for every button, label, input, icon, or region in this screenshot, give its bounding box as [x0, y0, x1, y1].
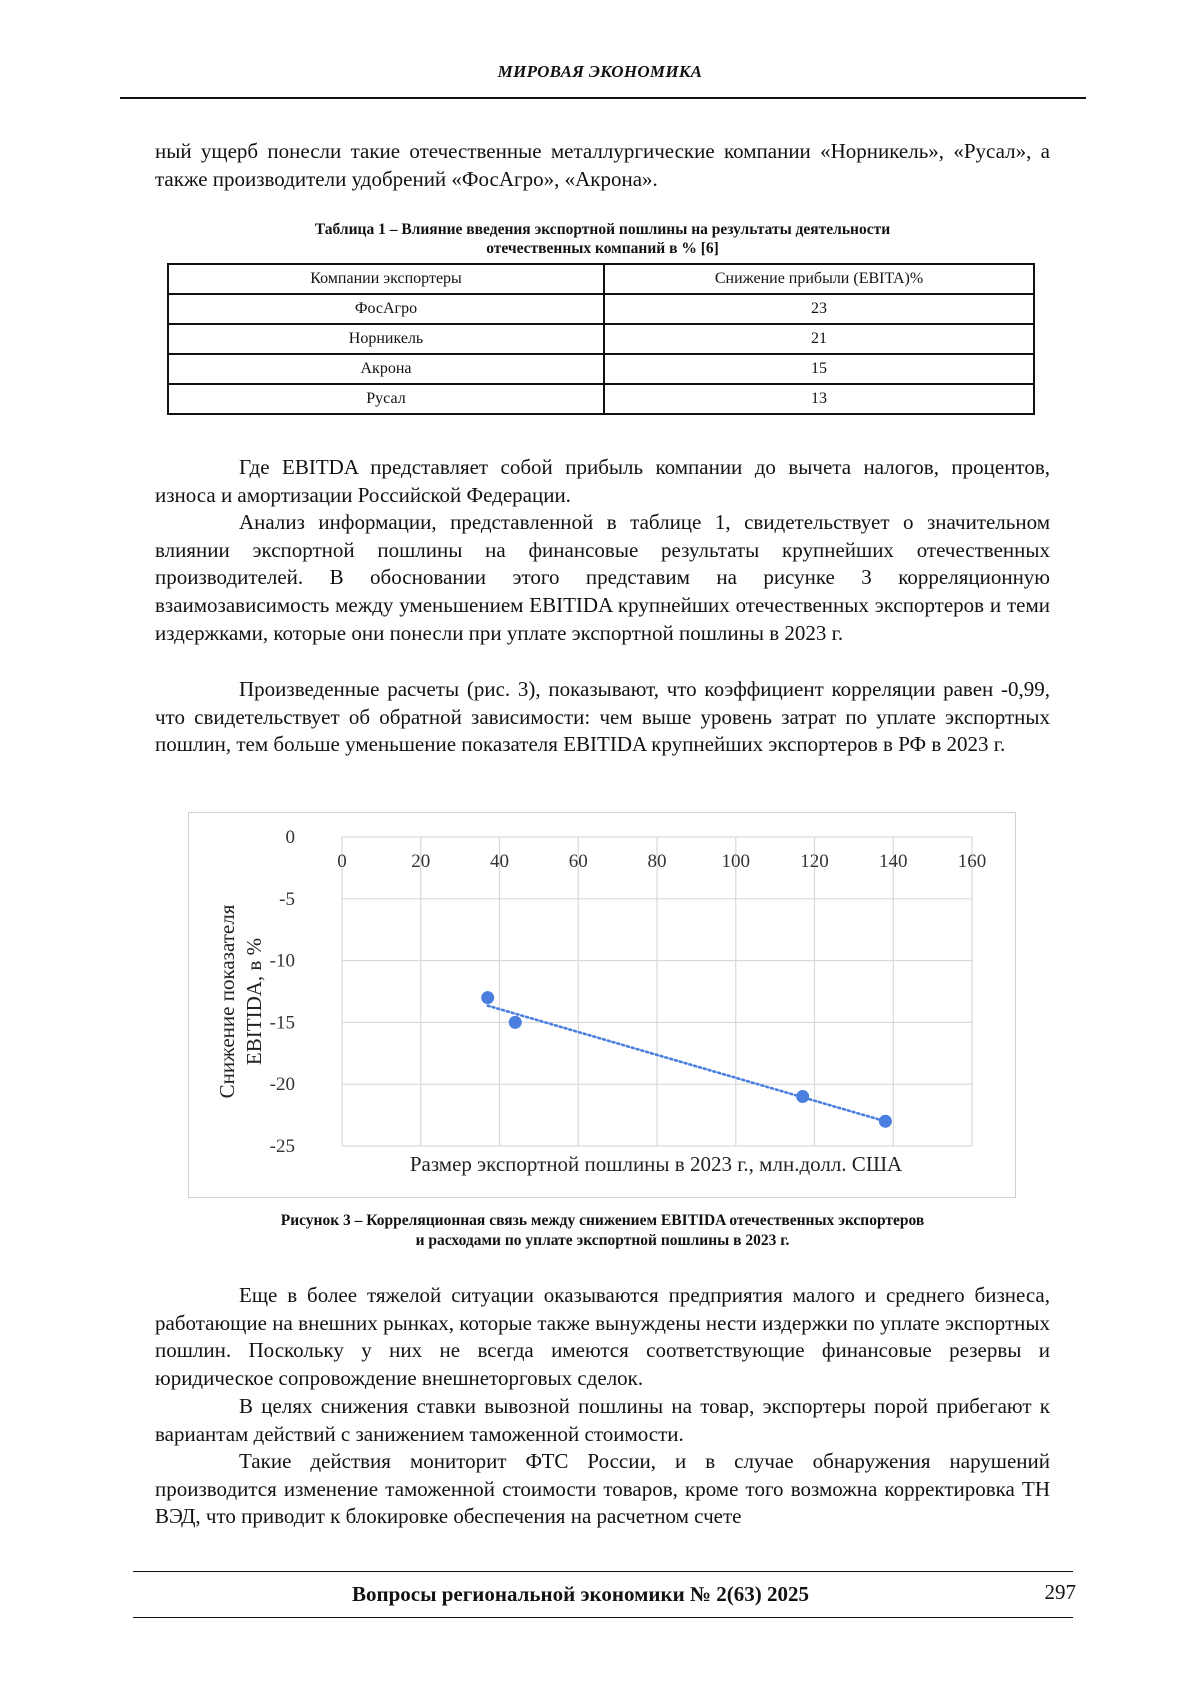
- paragraph-calculations: Произведенные расчеты (рис. 3), показывают, что коэффициент корреляции равен -0,99, что свидетельствует об обратной зависимости: чем выше уровень затрат по уплате экспортных пошлин, тем больше уменьшение показателя EBITIDA крупнейших экспортеров в РФ в 2023 г.: [155, 677, 1050, 757]
- data-table: [167, 263, 1035, 415]
- y-tick-label: -10: [269, 950, 295, 972]
- x-tick-label: 80: [647, 851, 667, 872]
- x-tick-label: 60: [568, 851, 588, 872]
- y-axis-title: Снижение показателя EBITIDA, в %: [215, 904, 266, 1099]
- trendline: [488, 1006, 886, 1122]
- table-header-row: [168, 264, 1034, 294]
- paragraph-small-business: Еще в более тяжелой ситуации оказываются предприятия малого и среднего бизнеса, работающие на внешних рынках, которые также вынуждены нести издержки по уплате экспортных пошлин. Поскольку у них не всегда имеются соответствующие финансовые резервы и юридическое сопровождение внешнеторговых сделок.: [155, 1283, 1050, 1391]
- data-point: [796, 1090, 809, 1103]
- paragraph-analysis: Анализ информации, представленной в таблице 1, свидетельствует о значительном влиянии экспортной пошлины на финансовые результаты крупнейших отечественных производителей. В обосновании этого представим на рисунке 3 корреляционную взаимозависимость между уменьшением EBITIDA крупнейших отечественных экспортеров и теми издержками, которые они понесли при уплате экспортной пошлины в 2023 г.: [155, 510, 1050, 645]
- figure-caption-line2: и расходами по уплате экспортной пошлины в 2023 г.: [415, 1232, 790, 1249]
- x-tick-label: 160: [957, 851, 987, 872]
- table-cell: 21: [604, 324, 1034, 354]
- table-cell: Русал: [168, 384, 604, 414]
- table-cell: 23: [604, 294, 1034, 324]
- table-caption-line2: отечественных компаний в % [6]: [486, 240, 719, 257]
- table-row: [168, 294, 1034, 324]
- y-tick-label: -20: [269, 1074, 295, 1096]
- footer-rule-bottom: [133, 1617, 1073, 1618]
- x-tick-label: 100: [721, 851, 750, 872]
- footer-rule-top: [133, 1571, 1073, 1572]
- correlation-chart: [188, 812, 1016, 1198]
- figure-caption: [150, 1211, 1055, 1251]
- y-tick-label: -15: [269, 1012, 295, 1034]
- header-rule: [120, 97, 1086, 99]
- y-tick-label: -25: [269, 1136, 295, 1157]
- table-header-cell: Компании экспортеры: [168, 264, 604, 294]
- table-cell: Акрона: [168, 354, 604, 384]
- footer-journal: Вопросы региональной экономики № 2(63) 2025: [351, 1582, 810, 1606]
- y-tick-label: 0: [285, 827, 295, 848]
- table-row: [168, 384, 1034, 414]
- data-point: [509, 1016, 522, 1029]
- running-header: МИРОВАЯ ЭКОНОМИКА: [497, 62, 703, 81]
- y-tick-label: -5: [279, 888, 295, 910]
- data-point: [879, 1115, 892, 1128]
- data-point: [481, 991, 494, 1004]
- x-tick-label: 20: [411, 851, 431, 872]
- table-row: [168, 324, 1034, 354]
- x-tick-label: 40: [490, 851, 509, 872]
- x-tick-label: 140: [879, 851, 908, 872]
- x-axis-title: Размер экспортной пошлины в 2023 г., млн.долл. США: [409, 1152, 903, 1176]
- table-caption-line1: Таблица 1 – Влияние введения экспортной пошлины на результаты деятельности: [314, 221, 891, 238]
- table-cell: Норникель: [168, 324, 604, 354]
- table-cell: 13: [604, 384, 1034, 414]
- table-cell: ФосАгро: [168, 294, 604, 324]
- table-cell: 15: [604, 354, 1034, 384]
- x-tick-label: 120: [800, 851, 829, 872]
- intro-paragraph: ный ущерб понесли такие отечественные металлургические компании «Норникель», «Русал», а также производители удобрений «ФосАгро», «Акрона».: [155, 139, 1050, 191]
- figure-caption-line1: Рисунок 3 – Корреляционная связь между снижением EBITIDA отечественных экспортеров: [280, 1212, 925, 1229]
- table-row: [168, 354, 1034, 384]
- table-header-cell: Снижение прибыли (EBITA)%: [604, 264, 1034, 294]
- chart-svg: [189, 813, 1015, 1197]
- paragraph-fts-monitoring: Такие действия мониторит ФТС России, и в случае обнаружения нарушений производится изменение таможенной стоимости товаров, кроме того возможна корректировка ТН ВЭД, что приводит к блокировке обеспечения на расчетном счете: [155, 1449, 1050, 1529]
- page-number: 297: [1044, 1580, 1076, 1604]
- paragraph-ebitda-definition: Где EBITDA представляет собой прибыль компании до вычета налогов, процентов, износа и амортизации Российской Федерации.: [155, 455, 1050, 507]
- table-caption: [150, 220, 1055, 258]
- x-tick-label: 0: [337, 851, 347, 872]
- paragraph-customs-value: В целях снижения ставки вывозной пошлины на товар, экспортеры порой прибегают к вариантам действий с занижением таможенной стоимости.: [155, 1394, 1050, 1446]
